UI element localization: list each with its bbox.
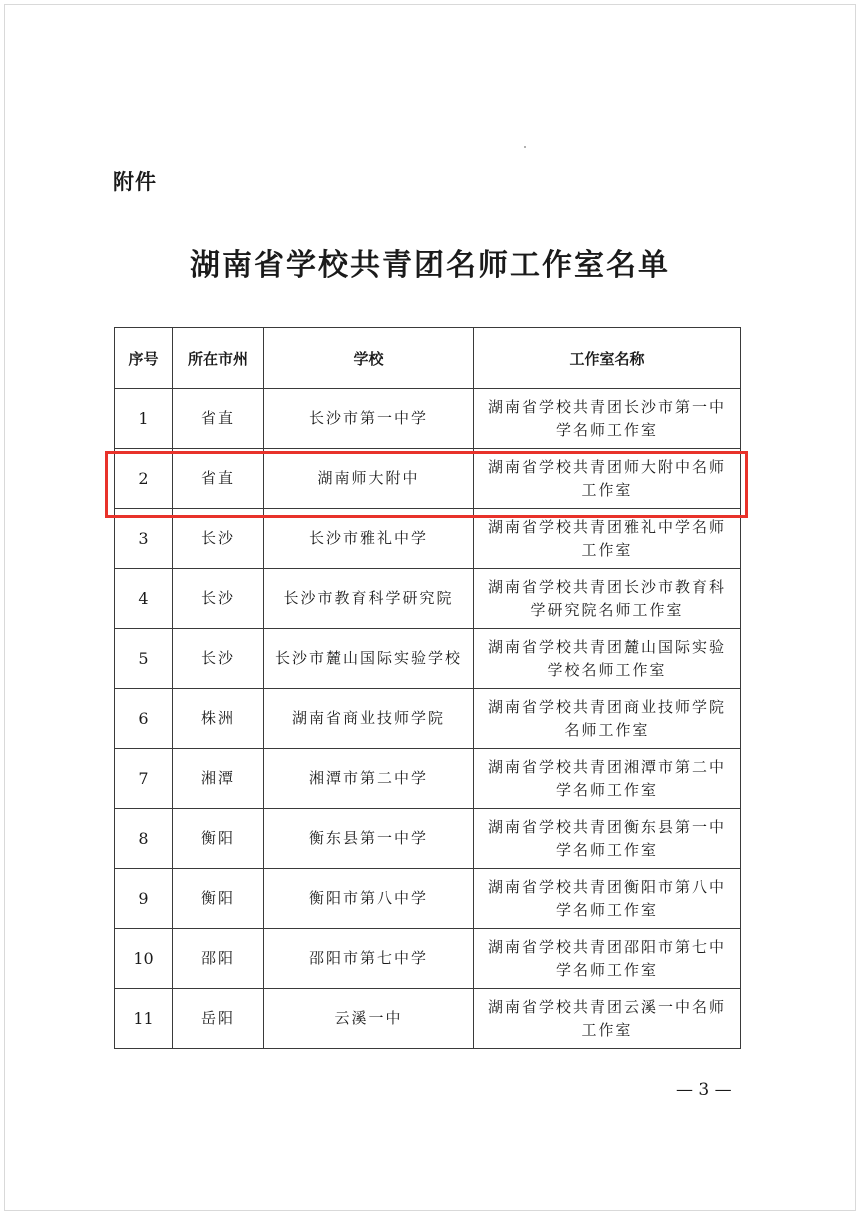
table-row <box>115 629 741 689</box>
cell-studio: 湖南省学校共青团师大附中名师工作室 <box>474 449 741 509</box>
cell-school: 湖南师大附中 <box>264 449 474 509</box>
attachment-label: 附件 <box>113 170 157 194</box>
header-number: 序号 <box>115 328 173 389</box>
cell-school: 衡阳市第八中学 <box>264 869 474 929</box>
cell-city: 湘潭 <box>173 749 264 809</box>
cell-city: 省直 <box>173 449 264 509</box>
table-row <box>115 809 741 869</box>
table-row <box>115 749 741 809</box>
header-school: 学校 <box>264 328 474 389</box>
cell-school: 长沙市雅礼中学 <box>264 509 474 569</box>
scan-speck <box>524 146 526 148</box>
cell-school: 湖南省商业技师学院 <box>264 689 474 749</box>
cell-number: 8 <box>115 809 173 869</box>
cell-number: 10 <box>115 929 173 989</box>
cell-city: 长沙 <box>173 569 264 629</box>
cell-school: 邵阳市第七中学 <box>264 929 474 989</box>
cell-city: 岳阳 <box>173 989 264 1049</box>
cell-number: 9 <box>115 869 173 929</box>
document-title: 湖南省学校共青团名师工作室名单 <box>190 248 670 283</box>
page-number: — 3 — <box>676 1080 732 1100</box>
cell-school: 湘潭市第二中学 <box>264 749 474 809</box>
cell-school: 长沙市教育科学研究院 <box>264 569 474 629</box>
cell-studio: 湖南省学校共青团邵阳市第七中学名师工作室 <box>474 929 741 989</box>
cell-city: 株洲 <box>173 689 264 749</box>
table-row <box>115 509 741 569</box>
table-row <box>115 869 741 929</box>
cell-studio: 湖南省学校共青团衡东县第一中学名师工作室 <box>474 809 741 869</box>
table-row <box>115 449 741 509</box>
cell-number: 11 <box>115 989 173 1049</box>
cell-studio: 湖南省学校共青团长沙市教育科学研究院名师工作室 <box>474 569 741 629</box>
cell-number: 6 <box>115 689 173 749</box>
header-city: 所在市州 <box>173 328 264 389</box>
table-row <box>115 689 741 749</box>
cell-number: 5 <box>115 629 173 689</box>
cell-school: 长沙市麓山国际实验学校 <box>264 629 474 689</box>
cell-number: 2 <box>115 449 173 509</box>
cell-studio: 湖南省学校共青团衡阳市第八中学名师工作室 <box>474 869 741 929</box>
table-row <box>115 989 741 1049</box>
cell-city: 长沙 <box>173 629 264 689</box>
cell-city: 邵阳 <box>173 929 264 989</box>
cell-city: 长沙 <box>173 509 264 569</box>
cell-studio: 湖南省学校共青团雅礼中学名师工作室 <box>474 509 741 569</box>
studio-roster-table <box>114 327 741 1049</box>
cell-school: 云溪一中 <box>264 989 474 1049</box>
cell-school: 长沙市第一中学 <box>264 389 474 449</box>
header-studio: 工作室名称 <box>474 328 741 389</box>
cell-city: 衡阳 <box>173 809 264 869</box>
cell-studio: 湖南省学校共青团商业技师学院名师工作室 <box>474 689 741 749</box>
cell-studio: 湖南省学校共青团云溪一中名师工作室 <box>474 989 741 1049</box>
cell-number: 4 <box>115 569 173 629</box>
cell-studio: 湖南省学校共青团麓山国际实验学校名师工作室 <box>474 629 741 689</box>
cell-number: 7 <box>115 749 173 809</box>
table-row <box>115 929 741 989</box>
cell-number: 3 <box>115 509 173 569</box>
cell-number: 1 <box>115 389 173 449</box>
cell-city: 省直 <box>173 389 264 449</box>
table-row <box>115 389 741 449</box>
table-row <box>115 569 741 629</box>
cell-studio: 湖南省学校共青团长沙市第一中学名师工作室 <box>474 389 741 449</box>
cell-studio: 湖南省学校共青团湘潭市第二中学名师工作室 <box>474 749 741 809</box>
table-header-row <box>115 328 741 389</box>
cell-school: 衡东县第一中学 <box>264 809 474 869</box>
cell-city: 衡阳 <box>173 869 264 929</box>
